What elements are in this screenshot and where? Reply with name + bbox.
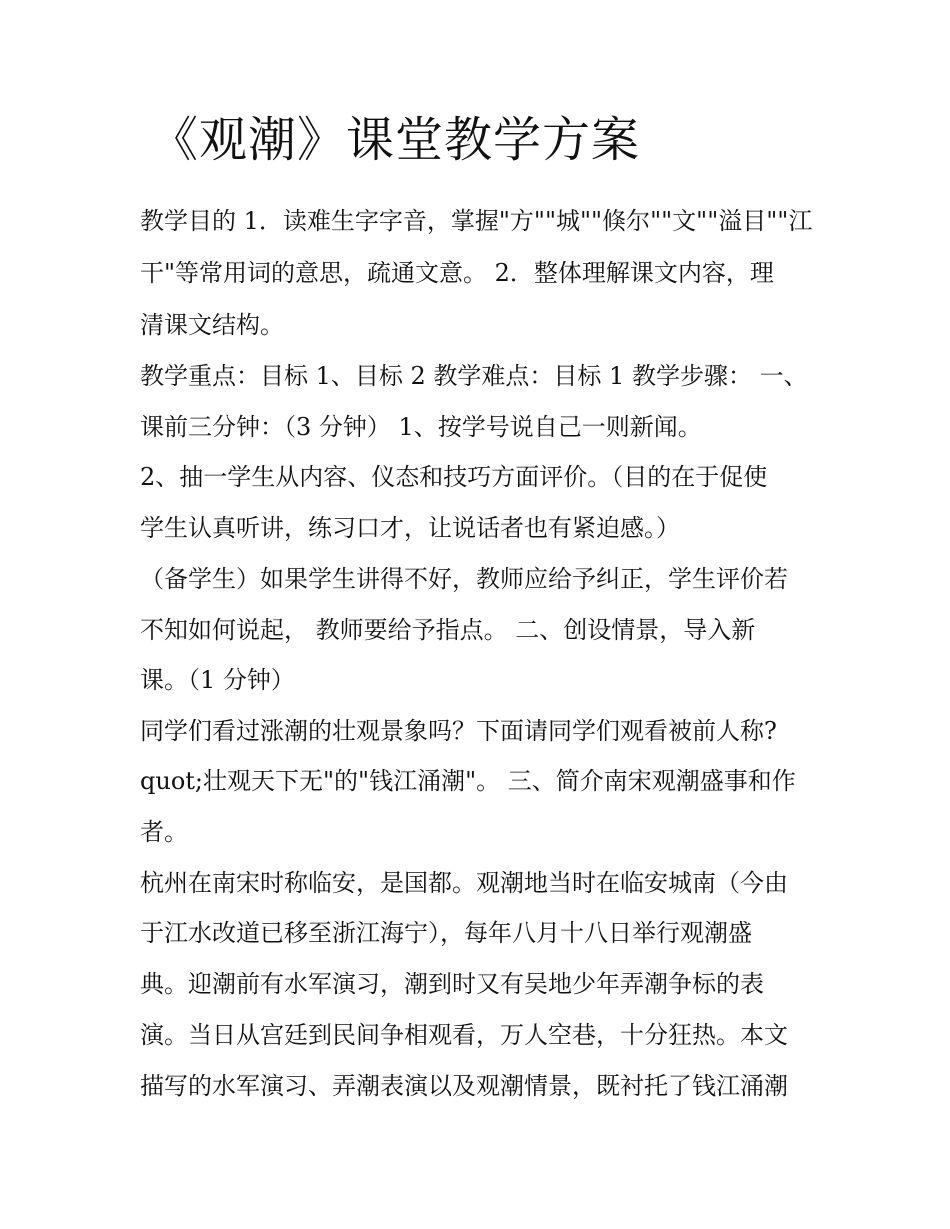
body-line: 杭州在南宋时称临安，是国都。观潮地当时在临安城南（今由	[140, 869, 788, 897]
body-line: （备学生）如果学生讲得不好，教师应给予纠正，学生评价若	[140, 565, 788, 593]
body-line: 学生认真听讲，练习口才，让说话者也有紧迫感。）	[140, 514, 680, 542]
document-title: 《观潮》课堂教学方案	[150, 112, 641, 168]
body-line: 演。当日从宫廷到民间争相观看，万人空巷，十分狂热。本文	[140, 1021, 788, 1049]
body-line: 课前三分钟：（3 分钟） 1、按学号说自己一则新闻。	[140, 413, 702, 441]
body-line: 清课文结构。	[140, 311, 284, 339]
body-line: quot;壮观天下无"的"钱江涌潮"。 三、简介南宋观潮盛事和作	[140, 767, 796, 795]
body-line: 不知如何说起， 教师要给予指点。 二、创设情景，导入新	[140, 616, 756, 644]
body-line: 者。	[140, 818, 188, 846]
body-line: 典。迎潮前有水军演习，潮到时又有吴地少年弄潮争标的表	[140, 970, 764, 998]
body-line: 教学重点：目标 1、目标 2 教学难点：目标 1 教学步骤： 一、	[140, 362, 808, 390]
body-line: 于江水改道已移至浙江海宁），每年八月十八日举行观潮盛	[140, 919, 752, 947]
body-line: 课。（1 分钟）	[140, 666, 295, 694]
body-line: 描写的水军演习、弄潮表演以及观潮情景，既衬托了钱江涌潮	[140, 1072, 788, 1100]
body-line: 教学目的 1．读难生字字音，掌握"方""城""倏尔""文""溢目""江	[140, 207, 813, 235]
body-line: 干"等常用词的意思，疏通文意。 2．整体理解课文内容，理	[140, 259, 774, 287]
body-line: 同学们看过涨潮的壮观景象吗？下面请同学们观看被前人称?	[140, 717, 777, 745]
body-line: 2、抽一学生从内容、仪态和技巧方面评价。（目的在于促使	[140, 463, 768, 491]
